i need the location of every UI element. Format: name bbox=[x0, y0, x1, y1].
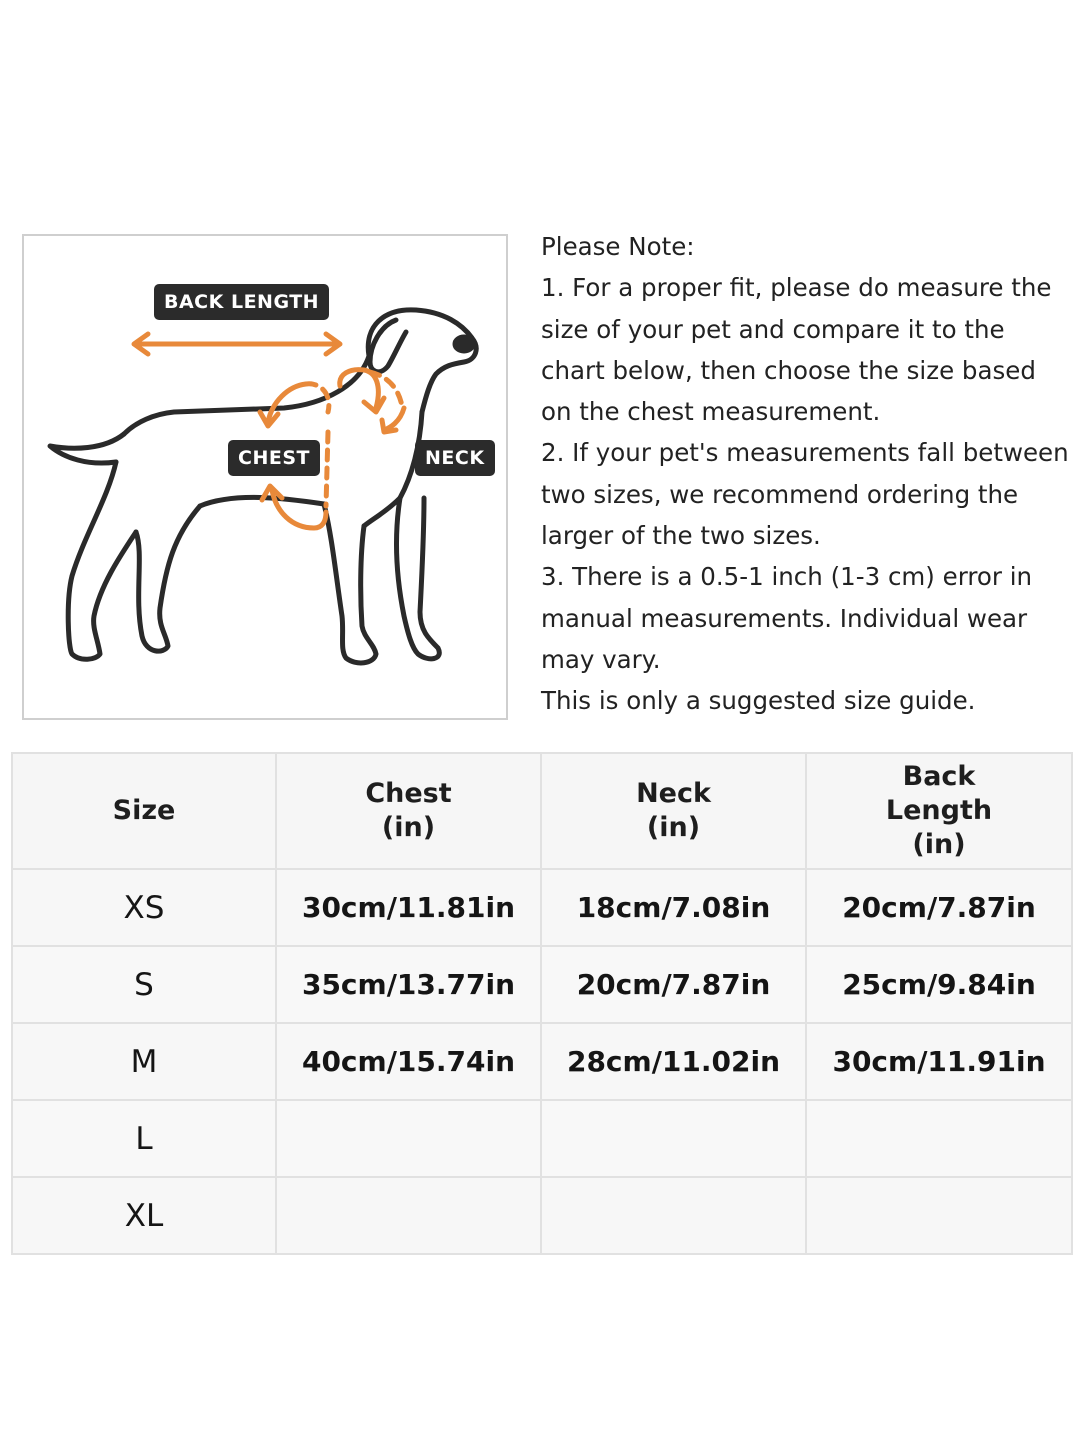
table-row bbox=[12, 869, 1072, 946]
table-row bbox=[12, 1023, 1072, 1100]
chest-cell bbox=[276, 1100, 541, 1177]
neck-label: NECK bbox=[415, 440, 495, 476]
header-neck: Neck (in) bbox=[541, 753, 806, 869]
back-length-cell: 25cm/9.84in bbox=[806, 946, 1072, 1023]
size-cell: L bbox=[12, 1100, 276, 1177]
size-cell: S bbox=[12, 946, 276, 1023]
size-cell: M bbox=[12, 1023, 276, 1100]
header-back-length: Back Length (in) bbox=[806, 753, 1072, 869]
chest-label: CHEST bbox=[228, 440, 320, 476]
note-item-3: 3. There is a 0.5-1 inch (1-3 cm) error in manual measurements. Individual wear may vary. bbox=[541, 562, 1033, 674]
size-note bbox=[541, 226, 1071, 722]
back-length-cell bbox=[806, 1100, 1072, 1177]
chest-cell: 35cm/13.77in bbox=[276, 946, 541, 1023]
header-size: Size bbox=[12, 753, 276, 869]
back-length-cell: 30cm/11.91in bbox=[806, 1023, 1072, 1100]
neck-cell: 18cm/7.08in bbox=[541, 869, 806, 946]
neck-cell: 28cm/11.02in bbox=[541, 1023, 806, 1100]
measurement-diagram bbox=[22, 234, 508, 720]
note-item-2: 2. If your pet's measurements fall between two sizes, we recommend ordering the larger of the two sizes. bbox=[541, 438, 1069, 551]
chest-cell bbox=[276, 1177, 541, 1254]
neck-cell bbox=[541, 1177, 806, 1254]
back-length-cell: 20cm/7.87in bbox=[806, 869, 1072, 946]
table-row bbox=[12, 946, 1072, 1023]
size-cell: XS bbox=[12, 869, 276, 946]
chest-cell: 40cm/15.74in bbox=[276, 1023, 541, 1100]
note-item-1: 1. For a proper fit, please do measure the size of your pet and compare it to the chart below, then choose the size based on the chest measurement. bbox=[541, 273, 1052, 427]
neck-cell bbox=[541, 1100, 806, 1177]
chest-cell: 30cm/11.81in bbox=[276, 869, 541, 946]
table-header-row bbox=[12, 753, 1072, 869]
note-title: Please Note: bbox=[541, 232, 695, 261]
header-chest: Chest (in) bbox=[276, 753, 541, 869]
table-row bbox=[12, 1177, 1072, 1254]
back-length-cell bbox=[806, 1177, 1072, 1254]
table-row bbox=[12, 1100, 1072, 1177]
size-cell: XL bbox=[12, 1177, 276, 1254]
neck-cell: 20cm/7.87in bbox=[541, 946, 806, 1023]
note-item-4: This is only a suggested size guide. bbox=[541, 686, 976, 716]
size-chart-table bbox=[11, 752, 1073, 1255]
back-length-label: BACK LENGTH bbox=[154, 284, 329, 320]
